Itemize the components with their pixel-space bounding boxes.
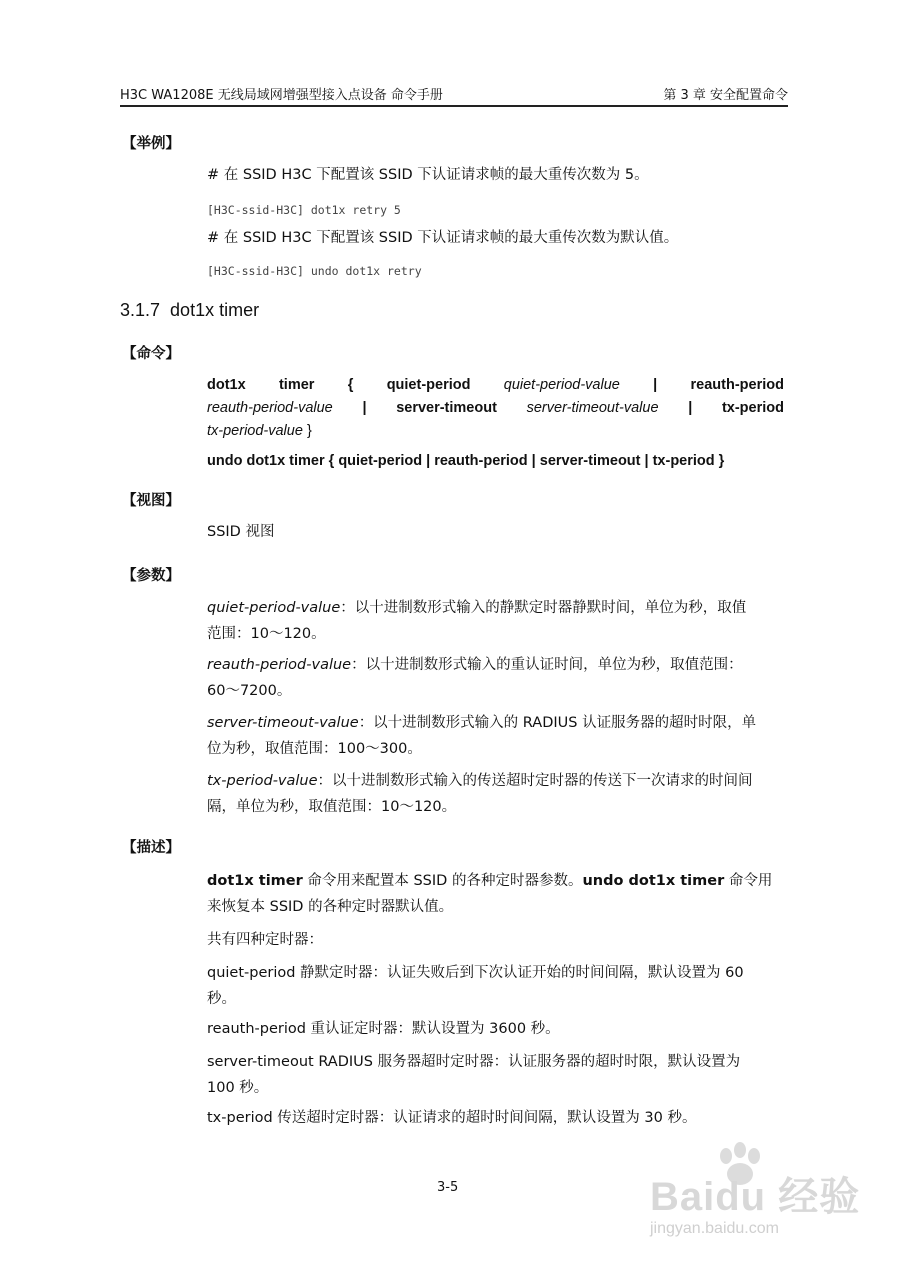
param-tx-period-value: [207, 768, 787, 820]
param-desc-cont: 位为秒，取值范围：100～300。: [207, 741, 422, 757]
section-title: [120, 300, 259, 321]
param-desc: ：以十进制数形式输入的 RADIUS 认证服务器的超时时限，单: [358, 715, 757, 731]
desc-para-tx-period: tx-period 传送超时定时器：认证请求的超时时间间隔，默认设置为 30 秒。: [207, 1110, 697, 1126]
arg-reauth-period-value: reauth-period-value: [207, 400, 333, 416]
param-quiet-period-value: [207, 595, 787, 647]
kw-timer: timer: [278, 377, 315, 393]
example-code-2: [H3C-ssid-H3C] undo dot1x retry: [207, 264, 422, 278]
desc-para-1: [207, 868, 787, 920]
kw-tx-period: tx-period: [721, 400, 784, 416]
header-title: H3C WA1208E 无线局域网增强型接入点设备 命令手册: [120, 88, 443, 103]
kw-server-timeout: server-timeout: [396, 400, 497, 416]
arg-tx-period-value: tx-period-value: [207, 423, 303, 439]
watermark-logo: Baidu 经验: [650, 1175, 861, 1219]
watermark-url: jingyan.baidu.com: [650, 1220, 779, 1237]
desc-line: server-timeout RADIUS 服务器超时定时器：认证服务器的超时时限，默认设置为: [207, 1054, 741, 1070]
page-number: 3-5: [437, 1180, 459, 1195]
desc-line: quiet-period 静默定时器：认证失败后到下次认证开始的时间间隔，默认设置为 60: [207, 965, 744, 981]
command-heading: 【命令】: [122, 346, 180, 362]
example-heading: 【举例】: [122, 136, 180, 152]
param-name: tx-period-value: [207, 773, 318, 789]
desc-heading: 【描述】: [122, 840, 180, 856]
param-name: server-timeout-value: [207, 715, 359, 731]
param-desc: ：以十进制数形式输入的静默定时器静默时间，单位为秒，取值: [340, 600, 747, 616]
view-text: SSID 视图: [207, 524, 275, 540]
desc-line: 100 秒。: [207, 1080, 269, 1096]
kw-bar: |: [653, 377, 658, 393]
header-divider: [120, 105, 788, 107]
param-desc: ：以十进制数形式输入的重认证时间，单位为秒，取值范围：: [351, 657, 743, 673]
kw-lbrace: {: [347, 377, 354, 393]
desc-para-server-timeout: [207, 1049, 787, 1101]
syntax-line-1: [207, 374, 784, 397]
desc-cmd-undo-dot1x-timer: undo dot1x timer: [582, 873, 725, 889]
desc-para-2: 共有四种定时器：: [207, 932, 323, 948]
header-chapter: 第 3 章 安全配置命令: [663, 88, 788, 103]
arg-server-timeout-value: server-timeout-value: [526, 400, 659, 416]
kw-reauth-period: reauth-period: [690, 377, 784, 393]
view-heading: 【视图】: [122, 493, 180, 509]
section-number: 3.1.7: [120, 300, 161, 320]
syntax-line-2: [207, 397, 784, 420]
params-heading: 【参数】: [122, 568, 180, 584]
desc-text-cont: 来恢复本 SSID 的各种定时器默认值。: [207, 899, 454, 915]
param-name: quiet-period-value: [207, 600, 341, 616]
section-name: dot1x timer: [170, 300, 260, 320]
desc-text: 命令用来配置本 SSID 的各种定时器参数。: [302, 873, 583, 889]
kw-quiet-period: quiet-period: [386, 377, 471, 393]
param-desc-cont: 60～7200。: [207, 683, 292, 699]
kw-dot1x: dot1x: [207, 377, 246, 393]
example-comment-1: # 在 SSID H3C 下配置该 SSID 下认证请求帧的最大重传次数为 5。: [207, 167, 649, 183]
example-code-1: [H3C-ssid-H3C] dot1x retry 5: [207, 203, 401, 217]
param-reauth-period-value: [207, 652, 787, 704]
param-desc-cont: 范围：10～120。: [207, 626, 326, 642]
param-name: reauth-period-value: [207, 657, 352, 673]
desc-text: 命令用: [724, 873, 773, 889]
arg-quiet-period-value: quiet-period-value: [503, 377, 620, 393]
param-server-timeout-value: [207, 710, 787, 762]
param-desc-cont: 隔，单位为秒，取值范围：10～120。: [207, 799, 457, 815]
example-comment-2: # 在 SSID H3C 下配置该 SSID 下认证请求帧的最大重传次数为默认值。: [207, 230, 679, 246]
watermark: [640, 1150, 870, 1250]
desc-cmd-dot1x-timer: dot1x timer: [207, 873, 303, 889]
param-desc: ：以十进制数形式输入的传送超时定时器的传送下一次请求的时间间: [317, 773, 753, 789]
kw-bar: |: [362, 400, 367, 416]
undo-command-syntax: undo dot1x timer { quiet-period | reauth-period | server-timeout | tx-period }: [207, 453, 725, 469]
desc-para-reauth-period: reauth-period 重认证定时器：默认设置为 3600 秒。: [207, 1021, 560, 1037]
syntax-line-3: [207, 420, 784, 443]
kw-bar: |: [688, 400, 693, 416]
kw-rbrace: }: [306, 423, 312, 439]
desc-line: 秒。: [207, 991, 236, 1007]
desc-para-quiet-period: [207, 960, 787, 1012]
command-syntax: [207, 374, 784, 443]
